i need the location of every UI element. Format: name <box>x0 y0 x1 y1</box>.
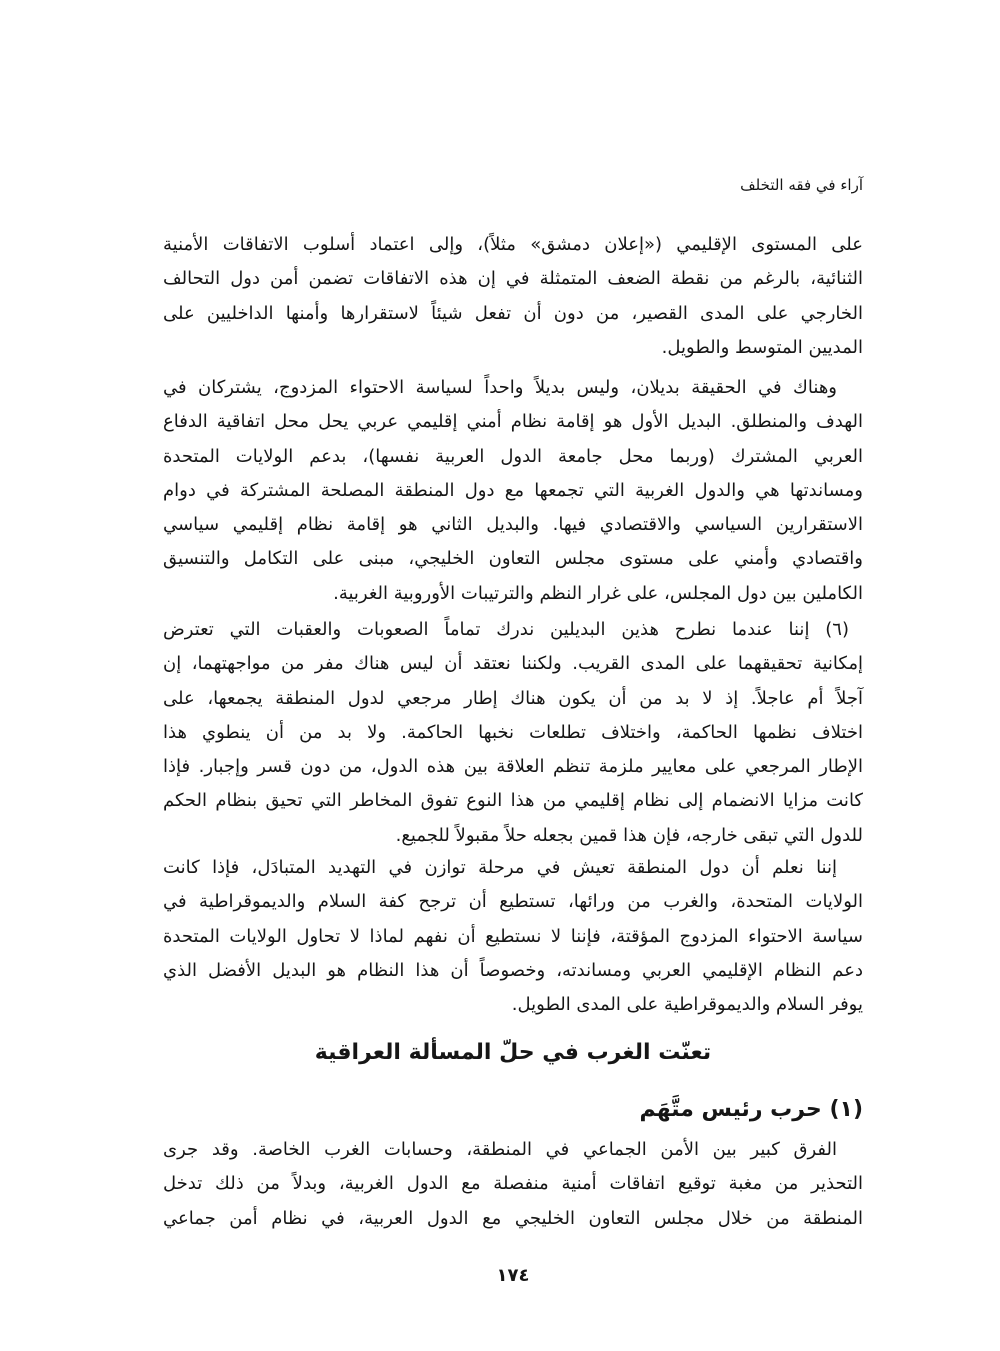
paragraph <box>163 1133 863 1236</box>
paragraph <box>163 613 863 853</box>
section-heading: تعنّت الغرب في حلّ المسألة العراقية <box>314 1040 712 1065</box>
text-line: التحذير من مغبة توقيع اتفاقات أمنية منفصلة مع الدول الغربية، وبدلاً من ذلك تدخل <box>163 1173 863 1195</box>
text-line: آجلاً أم عاجلاً. إذ لا بد من أن يكون هناك إطار مرجعي لدول المنطقة يجمعها، على <box>163 687 863 709</box>
text-line: الهدف والمنطلق. البديل الأول هو إقامة نظام أمني إقليمي عربي يحل محل اتفاقية الدفاع <box>163 411 863 433</box>
text-line: الفرق كبير بين الأمن الجماعي في المنطقة، وحسابات الغرب الخاصة. وقد جرى <box>163 1139 837 1160</box>
text-line: ومساندتها هي والدول الغربية التي تجمعها مع دول المنطقة المصلحة المشتركة في دوام <box>163 479 863 501</box>
text-line: العربي المشترك (وربما محل جامعة الدول العربية نفسها)، بدعم الولايات المتحدة <box>163 445 863 467</box>
paragraph <box>163 851 863 1022</box>
text-line: الكاملين بين دول المجلس، على غرار النظم والترتيبات الأوروبية الغربية. <box>333 582 863 604</box>
running-header: آراء في فقه التخلف <box>740 176 863 194</box>
paragraph <box>163 371 863 611</box>
text-line: الخارجي على المدى القصير، من دون أن تفعل شيئاً لاستقرارها وأمنها الداخليين على <box>163 302 863 324</box>
text-line: كانت مزايا الانضمام إلى نظام إقليمي من هذا النوع تفوق المخاطر التي تحيق بنظام الحكم <box>163 790 863 812</box>
text-line: الإطار المرجعي على معايير ملزمة تنظم العلاقة بين هذه الدول، من دون قسر وإجبار. فإذا <box>163 756 863 778</box>
text-line: المديين المتوسط والطويل. <box>661 336 863 358</box>
text-line: واقتصادي وأمني على مستوى مجلس التعاون الخليجي، مبنى على التكامل والتنسيق <box>163 548 863 570</box>
text-line: إننا نعلم أن دول المنطقة تعيش في مرحلة توازن في التهديد المتبادَل، فإذا كانت <box>163 857 837 878</box>
text-line: دعم النظام الإقليمي العربي ومساندته، وخصوصاً أن هذا النظام هو البديل الأفضل الذي <box>163 959 863 981</box>
text-line: يوفر السلام والديموقراطية على المدى الطويل. <box>511 994 863 1016</box>
text-line: وهناك في الحقيقة بديلان، وليس بديلاً واحداً لسياسة الاحتواء المزدوج، يشتركان في <box>163 377 837 398</box>
text-line: للدول التي تبقى خارجه، فإن هذا قمين بجعله حلاً مقبولاً للجميع. <box>395 824 863 846</box>
text-line: الولايات المتحدة، والغرب من ورائها، تستطيع أن ترجح كفة السلام والديموقراطية في <box>163 891 863 913</box>
paragraph <box>163 228 863 365</box>
subsection-heading: (١) حرب رئيس متَّهَم <box>639 1097 863 1122</box>
text-line: الاستقرارين السياسي والاقتصادي فيها. والبديل الثاني هو إقامة نظام إقليمي سياسي <box>163 514 863 536</box>
text-line: اختلاف نظمها الحاكمة، واختلاف تطلعات نخبها الحاكمة. ولا بد من أن ينطوي هذا <box>163 721 863 743</box>
text-line: إمكانية تحقيقهما على المدى القريب. ولكننا نعتقد أن ليس هناك مفر من مواجهتهما، إن <box>163 653 863 675</box>
text-line: على المستوى الإقليمي («إعلان دمشق» مثلاً)، وإلى اعتماد أسلوب الاتفاقات الأمنية <box>163 234 863 255</box>
text-line: المنطقة من خلال مجلس التعاون الخليجي مع الدول العربية، في نظام أمن جماعي <box>163 1207 863 1229</box>
text-line: الثنائية، بالرغم من نقطة الضعف المتمثلة في إن هذه الاتفاقات تضمن أمن دول التحالف <box>163 268 863 290</box>
text-line: سياسة الاحتواء المزدوج المؤقتة، فإننا لا نستطيع أن نفهم لماذا لا تحاول الولايات المتحدة <box>163 925 863 947</box>
page-number: ١٧٤ <box>496 1265 530 1286</box>
text-line: (٦) إننا عندما نطرح هذين البديلين ندرك تماماً الصعوبات والعقبات التي تعترض <box>163 619 849 640</box>
